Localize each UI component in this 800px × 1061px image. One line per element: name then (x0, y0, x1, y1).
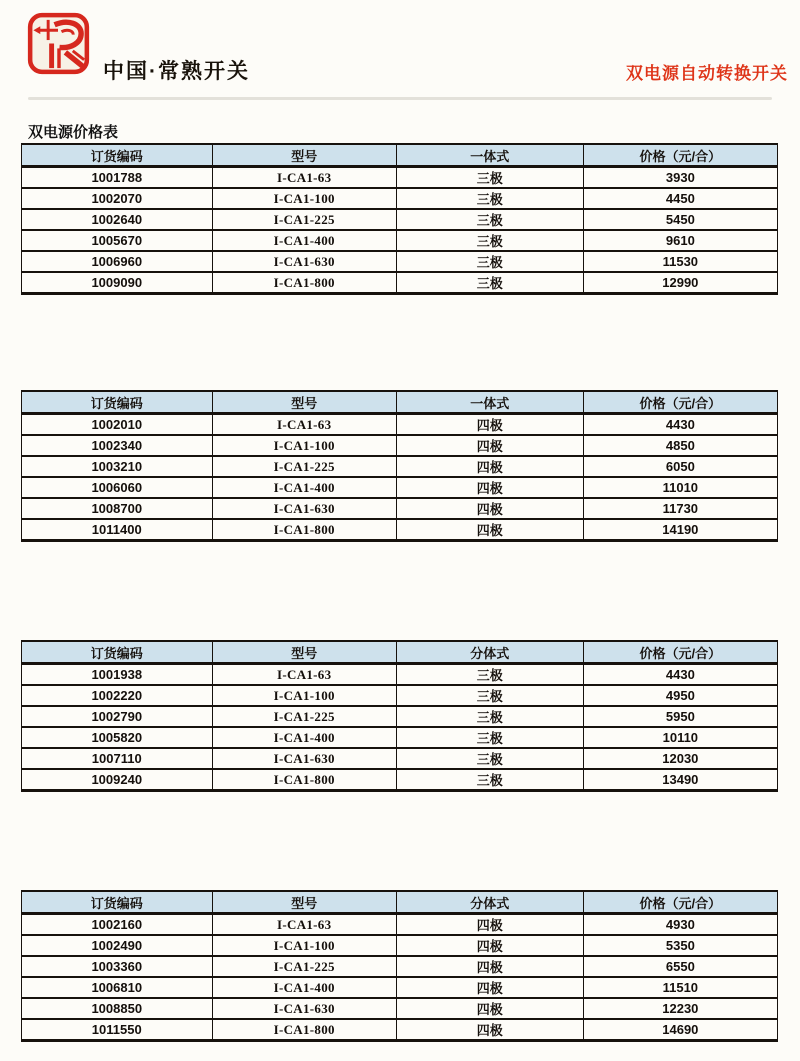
price-table-integrated-3pole (21, 143, 778, 295)
price-cell: 4950 (583, 685, 777, 706)
table-row (22, 664, 778, 686)
col-header-model: 型号 (212, 144, 396, 167)
table-row (22, 167, 778, 189)
model-cell: I-CA1-630 (212, 251, 396, 272)
order-code-cell: 1008700 (22, 498, 213, 519)
price-cell: 10110 (583, 727, 777, 748)
price-list-title: 双电源价格表 (28, 124, 119, 141)
order-code-cell: 1002790 (22, 706, 213, 727)
model-cell: I-CA1-400 (212, 977, 396, 998)
col-header-order-code: 订货编码 (22, 891, 213, 914)
table-row (22, 477, 778, 498)
pole-type-cell: 四极 (396, 435, 583, 456)
model-cell: I-CA1-63 (212, 914, 396, 936)
order-code-cell: 1002340 (22, 435, 213, 456)
order-code-cell: 1003210 (22, 456, 213, 477)
col-header-order-code: 订货编码 (22, 144, 213, 167)
model-cell: I-CA1-225 (212, 456, 396, 477)
company-logo-icon (27, 12, 90, 75)
pole-type-cell: 四极 (396, 977, 583, 998)
table-row (22, 748, 778, 769)
company-name: 中国·常熟开关 (103, 60, 250, 83)
price-cell: 4450 (583, 188, 777, 209)
price-cell: 11010 (583, 477, 777, 498)
table-row (22, 769, 778, 791)
table-row (22, 230, 778, 251)
model-cell: I-CA1-100 (212, 188, 396, 209)
pole-type-cell: 三极 (396, 706, 583, 727)
price-cell: 11510 (583, 977, 777, 998)
order-code-cell: 1007110 (22, 748, 213, 769)
model-cell: I-CA1-63 (212, 414, 396, 436)
model-cell: I-CA1-630 (212, 748, 396, 769)
table-row (22, 1019, 778, 1041)
model-cell: I-CA1-400 (212, 230, 396, 251)
model-cell: I-CA1-100 (212, 435, 396, 456)
pole-type-cell: 四极 (396, 914, 583, 936)
col-header-type: 分体式 (396, 891, 583, 914)
header-divider (28, 97, 772, 100)
pole-type-cell: 四极 (396, 519, 583, 541)
price-cell: 4430 (583, 664, 777, 686)
table-row (22, 435, 778, 456)
price-cell: 4930 (583, 914, 777, 936)
table-header-row (22, 891, 778, 914)
model-cell: I-CA1-800 (212, 1019, 396, 1041)
table-row (22, 727, 778, 748)
model-cell: I-CA1-100 (212, 685, 396, 706)
pole-type-cell: 三极 (396, 230, 583, 251)
price-cell: 3930 (583, 167, 777, 189)
order-code-cell: 1001788 (22, 167, 213, 189)
price-cell: 5450 (583, 209, 777, 230)
price-cell: 14190 (583, 519, 777, 541)
table-row (22, 998, 778, 1019)
order-code-cell: 1005820 (22, 727, 213, 748)
col-header-model: 型号 (212, 391, 396, 414)
price-cell: 14690 (583, 1019, 777, 1041)
table-row (22, 977, 778, 998)
table-row (22, 519, 778, 541)
order-code-cell: 1006810 (22, 977, 213, 998)
price-table-split-3pole (21, 640, 778, 792)
table-row (22, 272, 778, 294)
pole-type-cell: 三极 (396, 727, 583, 748)
table-row (22, 414, 778, 436)
table-row (22, 188, 778, 209)
pole-type-cell: 三极 (396, 272, 583, 294)
order-code-cell: 1002490 (22, 935, 213, 956)
pole-type-cell: 三极 (396, 188, 583, 209)
col-header-model: 型号 (212, 891, 396, 914)
order-code-cell: 1002010 (22, 414, 213, 436)
order-code-cell: 1009240 (22, 769, 213, 791)
col-header-price: 价格（元/合） (583, 144, 777, 167)
model-cell: I-CA1-400 (212, 477, 396, 498)
pole-type-cell: 四极 (396, 477, 583, 498)
pole-type-cell: 四极 (396, 935, 583, 956)
order-code-cell: 1006960 (22, 251, 213, 272)
order-code-cell: 1008850 (22, 998, 213, 1019)
price-cell: 6050 (583, 456, 777, 477)
model-cell: I-CA1-800 (212, 769, 396, 791)
table-row (22, 456, 778, 477)
price-cell: 4850 (583, 435, 777, 456)
pole-type-cell: 四极 (396, 956, 583, 977)
order-code-cell: 1001938 (22, 664, 213, 686)
pole-type-cell: 三极 (396, 664, 583, 686)
price-cell: 11730 (583, 498, 777, 519)
model-cell: I-CA1-63 (212, 664, 396, 686)
col-header-model: 型号 (212, 641, 396, 664)
order-code-cell: 1002220 (22, 685, 213, 706)
table-header-row (22, 641, 778, 664)
pole-type-cell: 三极 (396, 748, 583, 769)
col-header-order-code: 订货编码 (22, 641, 213, 664)
table-header-row (22, 391, 778, 414)
price-cell: 4430 (583, 414, 777, 436)
pole-type-cell: 四极 (396, 456, 583, 477)
model-cell: I-CA1-100 (212, 935, 396, 956)
order-code-cell: 1006060 (22, 477, 213, 498)
table-row (22, 498, 778, 519)
model-cell: I-CA1-63 (212, 167, 396, 189)
price-table-integrated-4pole (21, 390, 778, 542)
order-code-cell: 1011550 (22, 1019, 213, 1041)
order-code-cell: 1003360 (22, 956, 213, 977)
model-cell: I-CA1-225 (212, 956, 396, 977)
order-code-cell: 1005670 (22, 230, 213, 251)
col-header-price: 价格（元/合） (583, 391, 777, 414)
model-cell: I-CA1-630 (212, 998, 396, 1019)
col-header-price: 价格（元/合） (583, 641, 777, 664)
col-header-type: 一体式 (396, 144, 583, 167)
price-table-split-4pole (21, 890, 778, 1042)
product-title: 双电源自动转换开关 (626, 64, 788, 83)
pole-type-cell: 三极 (396, 685, 583, 706)
table-row (22, 685, 778, 706)
table-row (22, 251, 778, 272)
model-cell: I-CA1-225 (212, 209, 396, 230)
model-cell: I-CA1-225 (212, 706, 396, 727)
table-header-row (22, 144, 778, 167)
pole-type-cell: 三极 (396, 251, 583, 272)
col-header-price: 价格（元/合） (583, 891, 777, 914)
pole-type-cell: 三极 (396, 769, 583, 791)
order-code-cell: 1002640 (22, 209, 213, 230)
order-code-cell: 1011400 (22, 519, 213, 541)
pole-type-cell: 四极 (396, 998, 583, 1019)
table-row (22, 209, 778, 230)
col-header-type: 一体式 (396, 391, 583, 414)
price-cell: 12030 (583, 748, 777, 769)
pole-type-cell: 四极 (396, 498, 583, 519)
table-row (22, 706, 778, 727)
order-code-cell: 1009090 (22, 272, 213, 294)
price-cell: 9610 (583, 230, 777, 251)
col-header-order-code: 订货编码 (22, 391, 213, 414)
model-cell: I-CA1-400 (212, 727, 396, 748)
pole-type-cell: 四极 (396, 1019, 583, 1041)
pole-type-cell: 三极 (396, 209, 583, 230)
table-row (22, 935, 778, 956)
price-cell: 12990 (583, 272, 777, 294)
pole-type-cell: 三极 (396, 167, 583, 189)
table-row (22, 956, 778, 977)
order-code-cell: 1002160 (22, 914, 213, 936)
col-header-type: 分体式 (396, 641, 583, 664)
price-cell: 5950 (583, 706, 777, 727)
price-cell: 11530 (583, 251, 777, 272)
pole-type-cell: 四极 (396, 414, 583, 436)
price-cell: 12230 (583, 998, 777, 1019)
model-cell: I-CA1-800 (212, 519, 396, 541)
model-cell: I-CA1-630 (212, 498, 396, 519)
order-code-cell: 1002070 (22, 188, 213, 209)
model-cell: I-CA1-800 (212, 272, 396, 294)
price-cell: 6550 (583, 956, 777, 977)
table-row (22, 914, 778, 936)
price-cell: 13490 (583, 769, 777, 791)
price-cell: 5350 (583, 935, 777, 956)
